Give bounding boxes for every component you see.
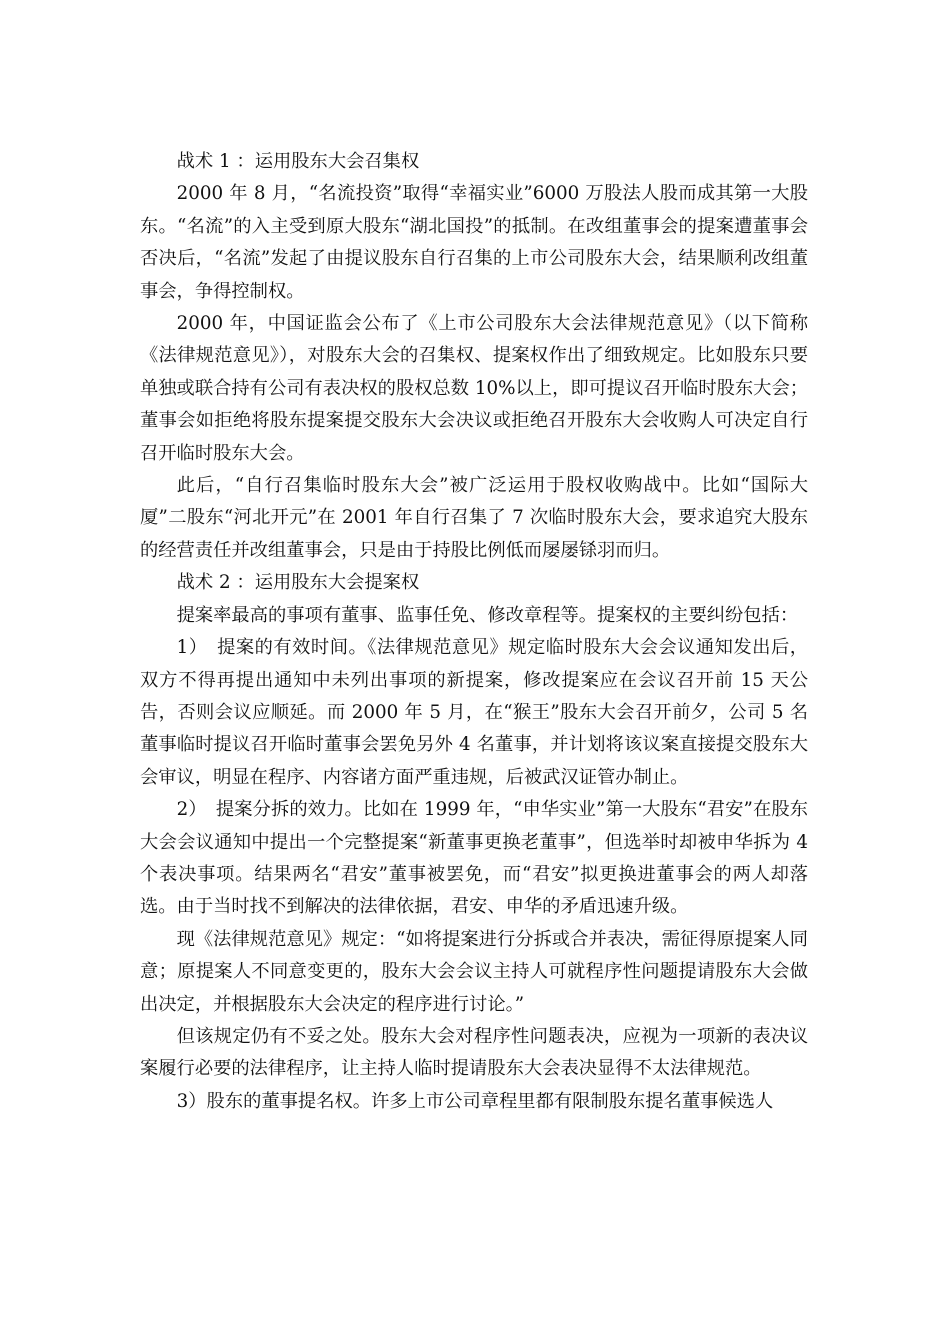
paragraph: 提案率最高的事项有董事、监事任免、修改章程等。提案权的主要纠纷包括： [176, 604, 799, 626]
paragraph: 此后，“自行召集临时股东大会”被广泛运用于股权收购战中。比如“国际大厦”二股东“河北开元”在 2001 年自行召集了 7 次临时股东大会，要求追究大股东的经营责任并改组董事会，只是由于持股比例低而屡屡铩羽而归。 [140, 475, 808, 561]
list-item: 3）股东的董事提名权。许多上市公司章程里都有限制股东提名董事候选人 [176, 1090, 774, 1112]
list-item: 1） 提案的有效时间。《法律规范意见》规定临时股东大会会议通知发出后，双方不得再提出通知中未列出事项的新提案，修改提案应在会议召开前 15 天公告，否则会议应顺延。而 2000 年 5 月，在“猴王”股东大会召开前夕，公司 5 名董事临时提议召开临时董事会罢免另外 4 名董事，并计划将该议案直接提交股东大会审议，明显在程序、内容诸方面严重违规，后被武汉证管办制止。 [140, 637, 808, 788]
paragraph: 但该规定仍有不妥之处。股东大会对程序性问题表决，应视为一项新的表决议案履行必要的法律程序，让主持人临时提请股东大会表决显得不太法律规范。 [140, 1025, 808, 1080]
paragraph: 2000 年，中国证监会公布了《上市公司股东大会法律规范意见》（以下简称《法律规范意见》），对股东大会的召集权、提案权作出了细致规定。比如股东只要单独或联合持有公司有表决权的股权总数 10%以上，即可提议召开临时股东大会；董事会如拒绝将股东提案提交股东大会决议或拒绝召开股东大会收购人可决定自行召开临时股东大会。 [140, 313, 809, 464]
heading-tactic-1: 战术 1 ：运用股东大会召集权 [176, 151, 420, 172]
heading-tactic-2: 战术 2 ：运用股东大会提案权 [176, 572, 420, 594]
list-item: 2） 提案分拆的效力。比如在 1999 年，“申华实业”第一大股东“君安”在股东大会会议通知中提出一个完整提案“新董事更换老董事”，但选举时却被申华拆为 4 个表决事项。结果两名“君安”董事被罢免，而“君安”拟更换进董事会的两人却落选。由于当时找不到解决的法律依据，君安、申华的矛盾迅速升级。 [140, 799, 808, 918]
paragraph: 现《法律规范意见》规定：“如将提案进行分拆或合并表决，需征得原提案人同意；原提案人不同意变更的，股东大会会议主持人可就程序性问题提请股东大会做出决定，并根据股东大会决定的程序进行讨论。” [140, 928, 808, 1015]
paragraph: 2000 年 8 月，“名流投资”取得“幸福实业”6000 万股法人股而成其第一大股东。“名流”的入主受到原大股东“湖北国投”的抵制。在改组董事会的提案遭董事会否决后，“名流”发起了由提议股东自行召集的上市公司股东大会，结果顺利改组董事会，争得控制权。 [140, 183, 808, 302]
document-body [140, 146, 808, 1118]
